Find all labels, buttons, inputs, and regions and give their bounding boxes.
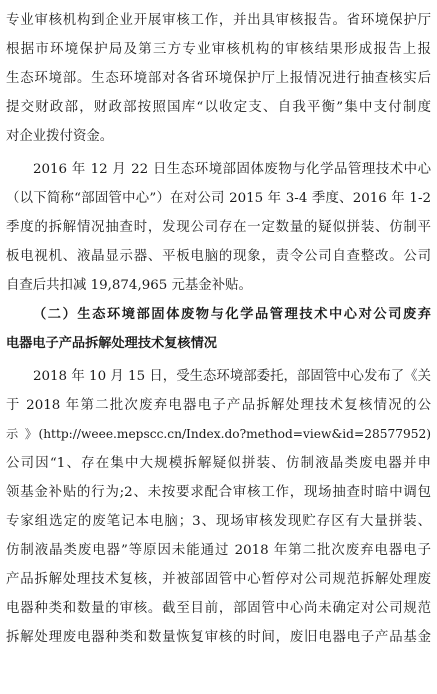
section-heading	[6, 300, 431, 358]
text-line: 专业审核机构到企业开展审核工作，并出具审核报告。省环境保护厅	[6, 13, 431, 28]
text-line: 板电视机、液晶显示器、平板电脑的现象，责令公司自查整改。公司	[6, 249, 431, 264]
paragraph-1	[6, 6, 431, 151]
text-line: 季度的拆解情况抽查时，发现公司存在一定数量的疑似拼装、仿制平	[6, 220, 431, 235]
text-line: 领基金补贴的行为;2、未按要求配合审核工作，现场抽查时暗中调包	[6, 485, 431, 500]
text-line: （以下简称“部固管中心”）在对公司 2015 年 3-4 季度、2016 年 1-2	[6, 191, 431, 206]
text-line: 于 2018 年第二批次废弃电器电子产品拆解处理技术复核情况的公	[6, 398, 431, 413]
text-line: 专家组选定的废笔记本电脑；3、现场审核发现贮存区有大量拼装、	[6, 514, 431, 529]
text-line: 产品拆解处理技术复核，并被部固管中心暂停对公司规范拆解处理废	[6, 572, 431, 587]
text-line: 仿制液晶类废电器”等原因未能通过 2018 年第二批次废弃电器电子	[6, 543, 431, 558]
text-line: 拆解处理废电器种类和数量恢复审核的时间，废旧电器电子产品基金	[6, 630, 431, 645]
text-line: 提交财政部，财政部按照国库“以收定支、自我平衡”集中支付制度	[6, 100, 431, 115]
paragraph-3	[6, 362, 431, 652]
text-line: 自查后共扣减 19,874,965 元基金补贴。	[6, 278, 252, 293]
text-line: 生态环境部。生态环境部对各省环境保护厅上报情况进行抽查核实后	[6, 71, 431, 86]
heading-line: 电器电子产品拆解处理技术复核情况	[6, 336, 217, 351]
text-line: 2018 年 10 月 15 日，受生态环境部委托，部固管中心发布了《关	[33, 369, 431, 384]
text-line: 示 》(http://weee.mepscc.cn/Index.do?method=view&id=28577952)	[6, 427, 431, 441]
text-line: 2016 年 12 月 22 日生态环境部固体废物与化学品管理技术中心	[33, 162, 431, 177]
paragraph-2	[6, 155, 431, 300]
heading-line: （二）生态环境部固体废物与化学品管理技术中心对公司废弃	[33, 307, 431, 322]
text-line: 公司因“1、存在集中大规模拆解疑似拼装、仿制液晶类废电器并申	[6, 456, 431, 471]
text-line: 对企业拨付资金。	[6, 129, 114, 144]
text-line: 根据市环境保护局及第三方专业审核机构的审核结果形成报告上报	[6, 42, 431, 57]
text-line: 电器种类和数量的审核。截至目前，部固管中心尚未确定对公司规范	[6, 601, 431, 616]
